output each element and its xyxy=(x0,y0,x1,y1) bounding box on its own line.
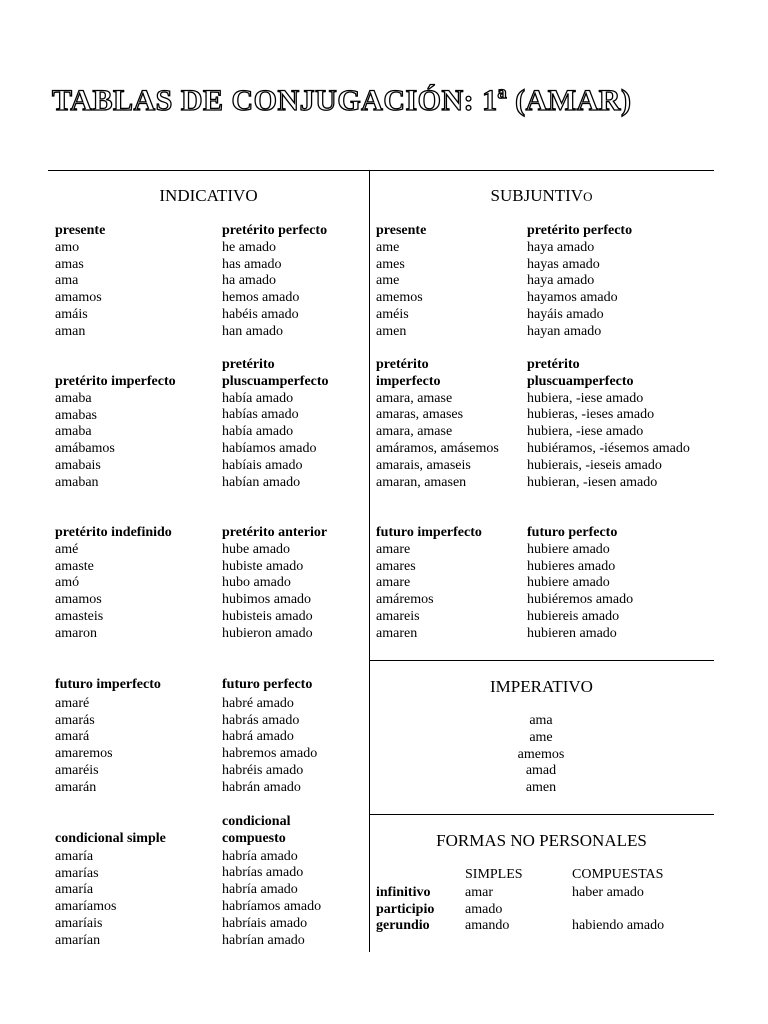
ind-preterito-imperfecto: pretérito imperfecto amaba amabas amaba amábamos amabais amaban xyxy=(55,374,176,490)
section-formas-no-personales: FORMAS NO PERSONALES xyxy=(436,831,647,850)
label-participio: participio xyxy=(376,902,435,917)
ind-preterito-indefinido: pretérito indefinido amé amaste amó amamos amasteis amaron xyxy=(55,525,172,641)
sub-futuro-perfecto: futuro perfecto hubiere amado hubieres amado hubiere amado hubiéremos amado hubiereis amado hubieren amado xyxy=(527,525,634,641)
top-rule xyxy=(48,170,714,171)
imperativo-forms: ama ame amemos amad amen xyxy=(517,713,565,796)
page-title: TABLAS DE CONJUGACIÓN: 1ª (AMAR) xyxy=(52,84,632,117)
label-gerundio: gerundio xyxy=(376,918,430,933)
col-header-simples: SIMPLES xyxy=(465,867,523,882)
sub-preterito-imperfecto: pretérito imperfecto amara, amase amaras, amases amara, amase amáramos, amásemos amarais, amaseis amaran, amasen xyxy=(376,357,499,490)
ind-pluscuamperfecto: pretérito pluscuamperfecto había amado habías amado había amado habíamos amado habíais amado habían amado xyxy=(222,357,329,490)
sub-preterito-perfecto: pretérito perfecto haya amado hayas amado haya amado hayamos amado hayáis amado hayan amado xyxy=(527,223,633,339)
section-imperativo: IMPERATIVO xyxy=(490,677,593,696)
value-participio-simple: amado xyxy=(465,902,503,917)
value-gerundio-simple: amando xyxy=(465,918,510,933)
ind-futuro-perfecto: futuro perfecto habré amado habrás amado habrá amado habremos amado habréis amado habrán amado xyxy=(222,677,318,795)
value-infinitivo-compuesta: haber amado xyxy=(572,885,644,900)
value-gerundio-compuesta: habiendo amado xyxy=(572,918,665,933)
imperativo-rule xyxy=(369,660,714,661)
ind-futuro-imperfecto: futuro imperfecto amaré amarás amará amaremos amaréis amarán xyxy=(55,677,161,795)
formas-rule xyxy=(369,814,714,815)
section-indicativo: INDICATIVO xyxy=(159,186,258,205)
ind-condicional-compuesto: condicional compuesto habría amado habrías amado habría amado habríamos amado habríais amado habrían amado xyxy=(222,814,322,948)
ind-preterito-anterior: pretérito anterior hube amado hubiste amado hubo amado hubimos amado hubisteis amado hubieron amado xyxy=(222,525,328,641)
sub-presente: presente ame ames ame amemos améis amen xyxy=(376,223,427,339)
sub-futuro-imperfecto: futuro imperfecto amare amares amare amáremos amareis amaren xyxy=(376,525,482,641)
col-header-compuestas: COMPUESTAS xyxy=(572,867,664,882)
section-subjuntivo: SUBJUNTIVO xyxy=(490,186,593,205)
ind-preterito-perfecto: pretérito perfecto he amado has amado ha amado hemos amado habéis amado han amado xyxy=(222,223,328,339)
label-infinitivo: infinitivo xyxy=(376,885,431,900)
ind-presente: presente amo amas ama amamos amáis aman xyxy=(55,223,106,339)
ind-condicional-simple: condicional simple amaría amarías amaría amaríamos amaríais amarían xyxy=(55,831,166,948)
value-infinitivo-simple: amar xyxy=(465,885,493,900)
sub-pluscuamperfecto: pretérito pluscuamperfecto hubiera, -iese amado hubieras, -ieses amado hubiera, -iese amado hubiéramos, -iésemos amado hubierais, -ieseis amado hubieran, -iesen amado xyxy=(527,357,690,490)
